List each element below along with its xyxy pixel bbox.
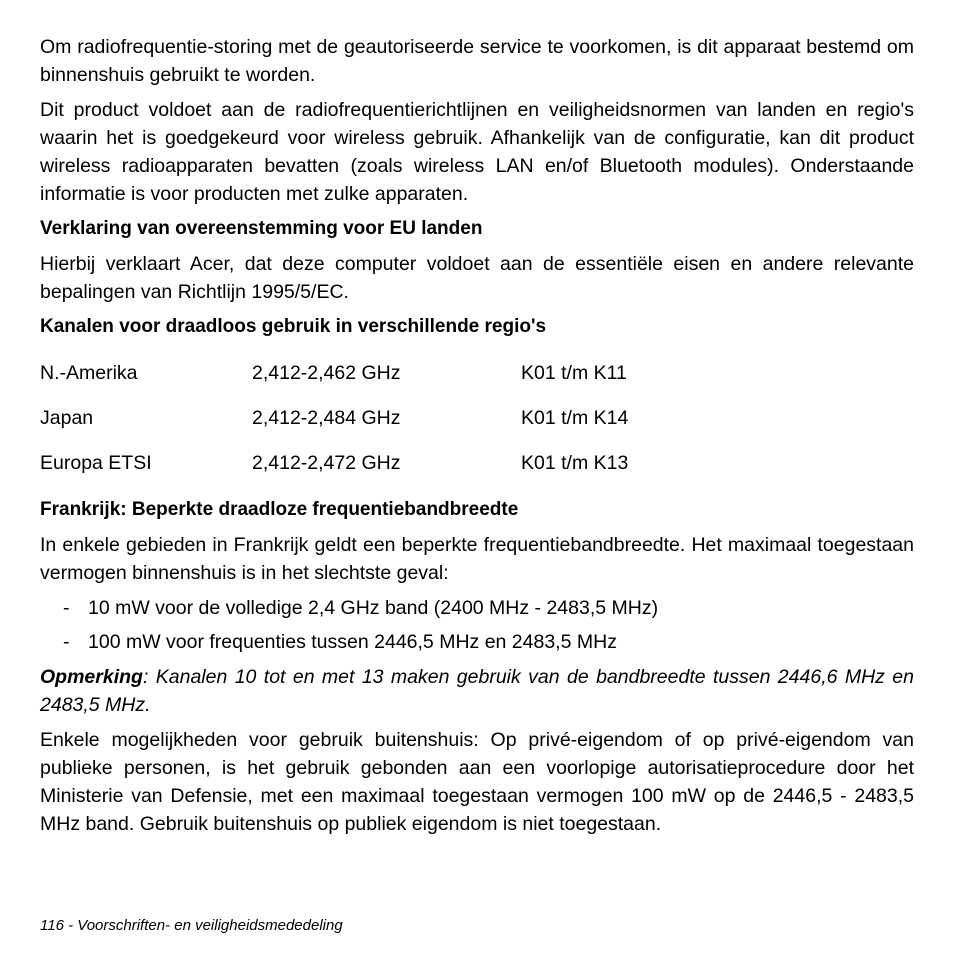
table-row — [40, 350, 628, 395]
paragraph-rf-compliance: Dit product voldoet aan de radiofrequentierichtlijnen en veiligheidsnormen van landen en regio's waarin het is goedgekeurd voor wireless gebruik. Afhankelijk van de configuratie, kan dit product wireless radioapparaten bevatten (zoals wireless LAN en/of Bluetooth modules). Onderstaande informatie is voor producten met zulke apparaten. — [40, 99, 914, 205]
table-row — [40, 440, 628, 485]
heading-eu-declaration: Verklaring van overeenstemming voor EU landen — [40, 218, 483, 239]
region-cell: Europa ETSI — [40, 451, 152, 474]
paragraph-outdoor-use: Enkele mogelijkheden voor gebruik buitenshuis: Op privé-eigendom of op privé-eigendom van publieke personen, is het gebruik gebonden aan een voorlopige autorisatieprocedure door het Ministerie van Defensie, met een maximaal toegestaan vermogen 100 mW op de 2446,5 - 2483,5 MHz band. Gebruik buitenshuis op publiek eigendom is niet toegestaan. — [40, 729, 914, 835]
paragraph-indoor-use: Om radiofrequentie-storing met de geautoriseerde service te voorkomen, is dit apparaat bestemd om binnenshuis gebruikt te worden. — [40, 36, 914, 86]
table-row — [40, 395, 628, 440]
list-item-text: 10 mW voor de volledige 2,4 GHz band (2400 MHz - 2483,5 MHz) — [88, 597, 659, 619]
paragraph-france-intro: In enkele gebieden in Frankrijk geldt een beperkte frequentiebandbreedte. Het maximaal toegestaan vermogen binnenshuis is in het slechtste geval: — [40, 534, 914, 584]
page-content — [40, 33, 914, 845]
list-item — [40, 594, 914, 622]
list-item-text: 100 mW voor frequenties tussen 2446,5 MHz en 2483,5 MHz — [88, 631, 617, 653]
bullet-dash: - — [63, 631, 70, 653]
page-footer: 116 - Voorschriften- en veiligheidsmededeling — [40, 917, 343, 934]
france-limits-list — [40, 594, 914, 656]
region-cell: N.-Amerika — [40, 361, 138, 384]
list-item — [40, 628, 914, 656]
channels-cell: K01 t/m K14 — [521, 406, 629, 429]
frequency-cell: 2,412-2,472 GHz — [252, 451, 401, 474]
channels-cell: K01 t/m K11 — [521, 361, 627, 384]
note-paragraph — [40, 663, 914, 719]
paragraph-acer-declaration: Hierbij verklaart Acer, dat deze computer voldoet aan de essentiële eisen en andere relevante bepalingen van Richtlijn 1995/5/EC. — [40, 253, 914, 303]
region-cell: Japan — [40, 406, 94, 429]
channels-cell: K01 t/m K13 — [521, 451, 629, 474]
heading-france: Frankrijk: Beperkte draadloze frequentiebandbreedte — [40, 499, 519, 520]
bullet-dash: - — [63, 597, 70, 619]
frequency-cell: 2,412-2,462 GHz — [252, 361, 401, 384]
channels-table — [40, 350, 628, 485]
frequency-cell: 2,412-2,484 GHz — [252, 406, 401, 429]
note-text: : Kanalen 10 tot en met 13 maken gebruik van de bandbreedte tussen 2446,6 MHz en 2483,5 MHz. — [40, 666, 914, 716]
note-label: Opmerking — [40, 666, 143, 688]
heading-channels: Kanalen voor draadloos gebruik in verschillende regio's — [40, 316, 547, 337]
